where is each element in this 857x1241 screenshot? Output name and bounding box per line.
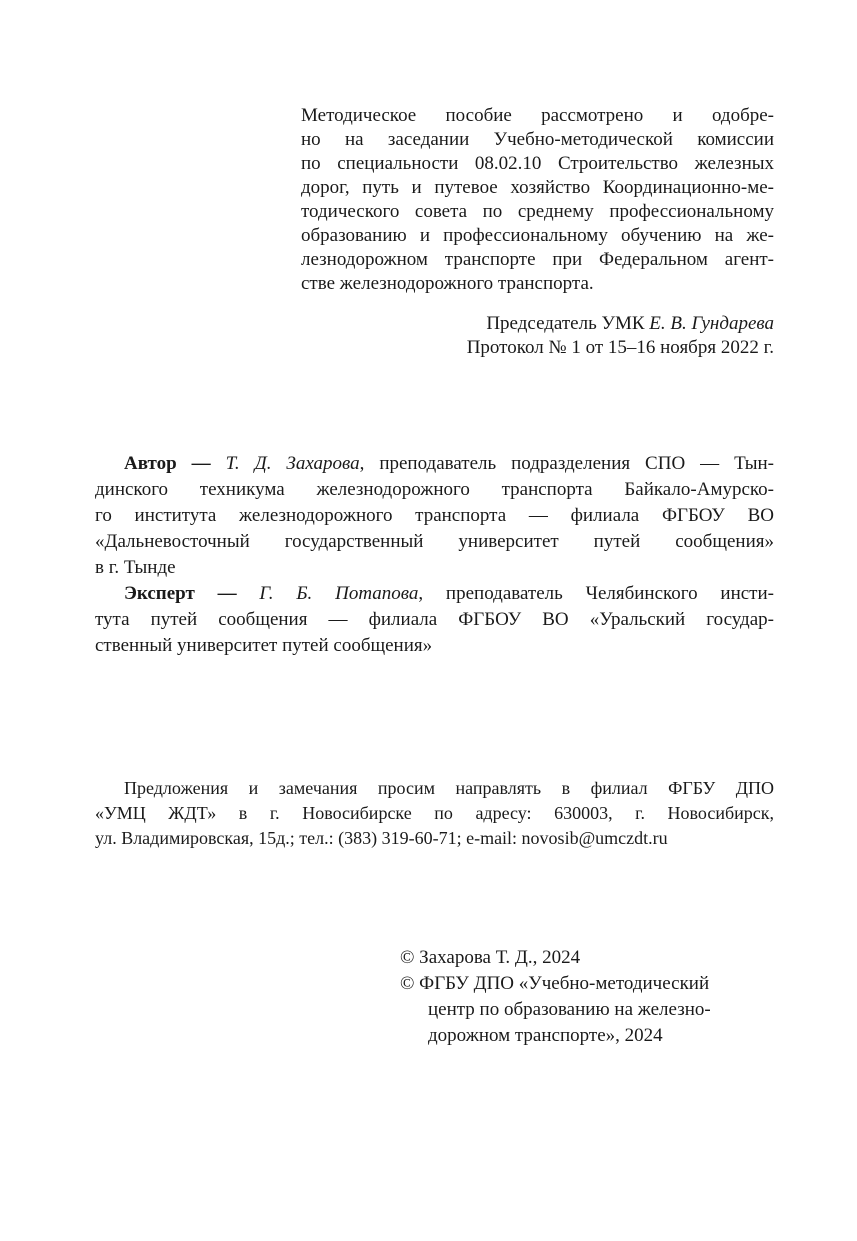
author-description: , преподаватель подразделения СПО — Тын-: [359, 453, 774, 474]
expert-line: ственный университет путей сообщения»: [95, 635, 433, 656]
expert-description: , преподаватель Челябинского инсти-: [418, 583, 774, 604]
expert-line: тута путей сообщения — филиала ФГБОУ ВО «Уральский государ-: [95, 609, 774, 630]
contacts-line: Предложения и замечания просим направлять в филиал ФГБУ ДПО: [124, 778, 774, 798]
author-label: Автор —: [124, 453, 211, 474]
author-line: в г. Тынде: [95, 557, 176, 578]
copyright-publisher-cont: дорожном транспорте», 2024: [428, 1025, 663, 1046]
author-name: Т. Д. Захарова: [225, 453, 360, 474]
expert-name: Г. Б. Потапова: [259, 583, 419, 604]
approval-line: но на заседании Учебно-методической комиссии: [301, 129, 774, 150]
contacts-line: «УМЦ ЖДТ» в г. Новосибирске по адресу: 630003, г. Новосибирск,: [95, 803, 774, 823]
chairman-line: [301, 312, 774, 336]
author-line: го института железнодорожного транспорта — филиала ФГБОУ ВО: [95, 505, 774, 526]
approval-line: дорог, путь и путевое хозяйство Координационно-ме-: [301, 177, 774, 198]
approval-line: Методическое пособие рассмотрено и одобре-: [301, 105, 774, 126]
author-line: [95, 451, 774, 477]
signature-block: [301, 312, 774, 360]
approval-line: лезнодорожном транспорте при Федеральном агент-: [301, 249, 774, 270]
protocol-line: Протокол № 1 от 15–16 ноября 2022 г.: [466, 337, 774, 358]
chairman-role: Председатель УМК: [486, 313, 645, 334]
approval-block: [301, 104, 774, 296]
approval-line: стве железнодорожного транспорта.: [301, 273, 594, 294]
contacts-block: [95, 776, 774, 851]
approval-line: образованию и профессиональному обучению на же-: [301, 225, 774, 246]
approval-line: по специальности 08.02.10 Строительство железных: [301, 153, 774, 174]
approval-line: тодического совета по среднему профессиональному: [301, 201, 774, 222]
expert-label: Эксперт —: [124, 583, 237, 604]
copyright-block: [400, 945, 774, 1049]
expert-line: [95, 581, 774, 607]
author-line: динского техникума железнодорожного транспорта Байкало-Амурско-: [95, 479, 774, 500]
copyright-publisher-cont: центр по образованию на железно-: [428, 999, 711, 1020]
copyright-publisher: © ФГБУ ДПО «Учебно-методический: [400, 973, 710, 994]
author-line: «Дальневосточный государственный университет путей сообщения»: [95, 531, 774, 552]
copyright-author: © Захарова Т. Д., 2024: [400, 947, 581, 968]
authors-block: [95, 451, 774, 659]
chairman-name: Е. В. Гундарева: [649, 313, 774, 334]
contacts-line: ул. Владимировская, 15д.; тел.: (383) 319-60-71; e-mail: novosib@umczdt.ru: [95, 828, 668, 848]
